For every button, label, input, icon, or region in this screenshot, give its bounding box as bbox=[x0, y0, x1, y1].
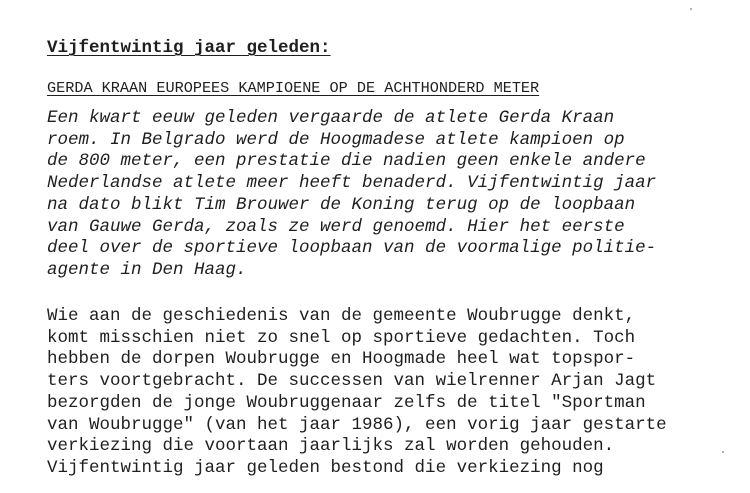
scan-speck bbox=[690, 8, 692, 10]
intro-line: de 800 meter, een prestatie die nadien geen enkele andere bbox=[47, 151, 646, 172]
body-line: ters voortgebracht. De successen van wielrenner Arjan Jagt bbox=[47, 371, 657, 392]
body-line: verkiezing die voortaan jaarlijks zal worden gehouden. bbox=[47, 436, 615, 457]
intro-line: na dato blikt Tim Brouwer de Koning terug op de loopbaan bbox=[47, 194, 636, 215]
intro-line: van Gauwe Gerda, zoals ze werd genoemd. Hier het eerste bbox=[47, 216, 625, 237]
body-line: hebben de dorpen Woubrugge en Hoogmade heel wat topspor- bbox=[47, 349, 636, 370]
body-line: Wie aan de geschiedenis van de gemeente Woubrugge denkt, bbox=[47, 306, 636, 326]
intro-line: Nederlandse atlete meer heeft benaderd. Vijfentwintig jaar bbox=[47, 173, 657, 194]
intro-paragraph bbox=[47, 108, 737, 282]
intro-line: deel over de sportieve loopbaan van de voormalige politie- bbox=[47, 238, 657, 259]
kicker-heading: Vijfentwintig jaar geleden: bbox=[47, 38, 331, 58]
body-line: Vijfentwintig jaar geleden bestond die verkiezing nog bbox=[47, 457, 604, 478]
intro-line: roem. In Belgrado werd de Hoogmadese atlete kampioen op bbox=[47, 129, 625, 150]
intro-line: agente in Den Haag. bbox=[47, 259, 247, 280]
body-paragraph bbox=[47, 306, 737, 480]
article-headline: GERDA KRAAN EUROPEES KAMPIOENE OP DE ACHTHONDERD METER bbox=[47, 79, 540, 97]
scan-speck bbox=[722, 451, 724, 453]
body-line: komt misschien niet zo snel op sportieve gedachten. Toch bbox=[47, 327, 636, 348]
intro-line: Een kwart eeuw geleden vergaarde de atlete Gerda Kraan bbox=[47, 108, 615, 128]
body-line: van Woubrugge" (van het jaar 1986), een vorig jaar gestarte bbox=[47, 414, 667, 435]
body-line: bezorgden de jonge Woubruggenaar zelfs de titel "Sportman bbox=[47, 392, 646, 413]
